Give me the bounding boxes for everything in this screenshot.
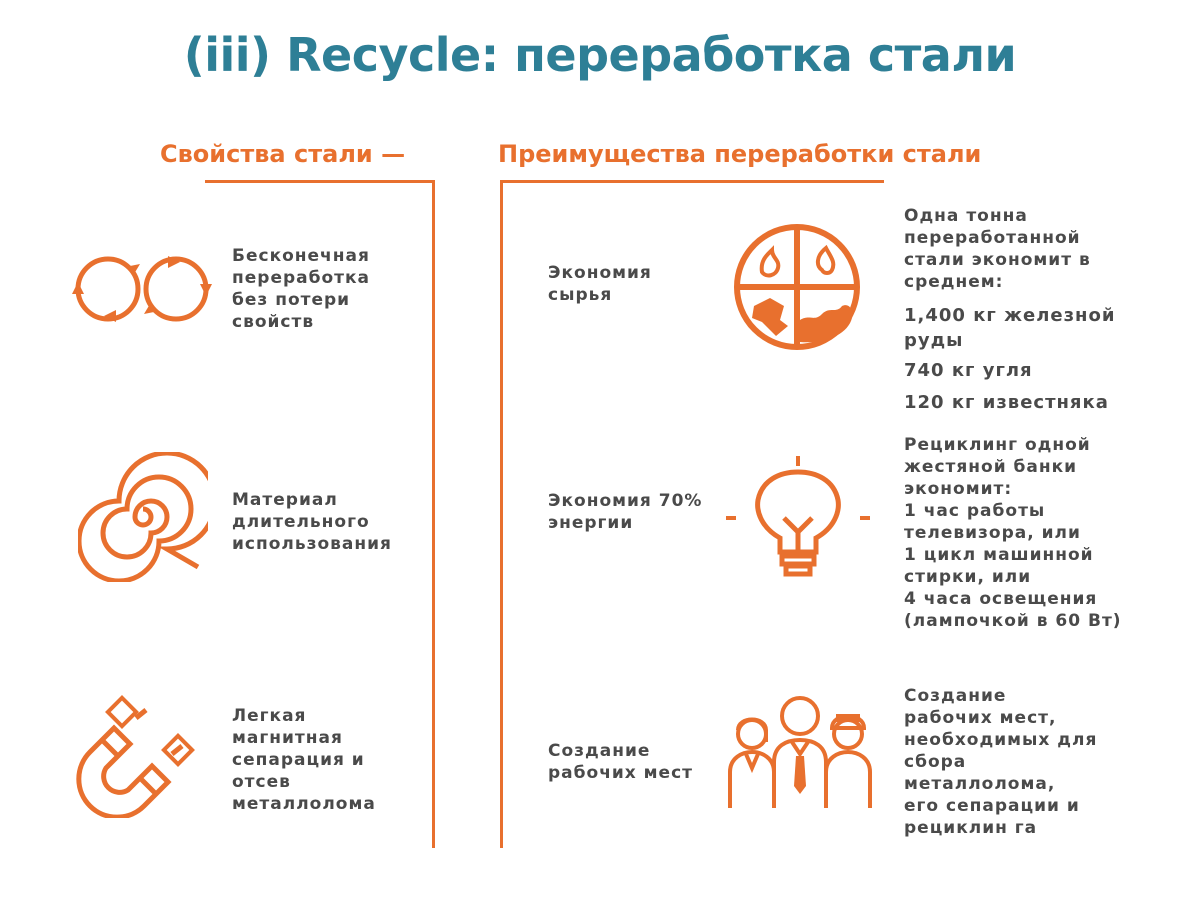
magnet-icon (72, 688, 212, 823)
jobs-details: Создание рабочих мест, необходимых для сбора металлолома, его сепарации и рециклин га (904, 686, 1098, 838)
property-magnetic-separation: Легкая магнитная сепарация и отсев металлолома (232, 706, 376, 814)
benefit-jobs-label: Создание рабочих мест (548, 741, 694, 783)
header-steel-properties: Свойства стали — (160, 140, 406, 168)
light-bulb-icon (722, 452, 877, 587)
benefit-energy-label: Экономия 70% энергии (548, 491, 703, 533)
right-column-divider (500, 180, 503, 848)
infinity-loop-icon (68, 252, 218, 332)
header-recycling-benefits: Преимущества переработки стали (498, 140, 982, 168)
raw-materials-intro: Одна тонна переработанной стали экономит в среднем: (904, 206, 1091, 292)
saved-iron-ore: 1,400 кг железной руды (904, 305, 1116, 351)
property-durable-material: Материал длительного использования (232, 490, 392, 554)
left-header-underline (205, 180, 435, 183)
left-column-divider (432, 180, 435, 848)
workers-group-icon (720, 690, 880, 815)
property-infinite-recycling: Бесконечная переработка без потери свойств (232, 246, 371, 332)
spiral-coil-icon (78, 452, 208, 587)
saved-limestone: 120 кг известняка (904, 392, 1109, 413)
raw-materials-pie-icon (722, 222, 872, 357)
benefit-raw-materials-label: Экономия сырья (548, 263, 652, 305)
energy-savings-details: Рециклинг одной жестяной банки экономит: 1 час работы телевизора, или 1 цикл машинной стирки, или 4 часа освещения (лампочкой в 60 Вт) (904, 435, 1122, 631)
right-header-underline (500, 180, 884, 183)
slide-title: (iii) Recycle: переработка стали (183, 28, 1017, 82)
saved-coal: 740 кг угля (904, 360, 1033, 381)
